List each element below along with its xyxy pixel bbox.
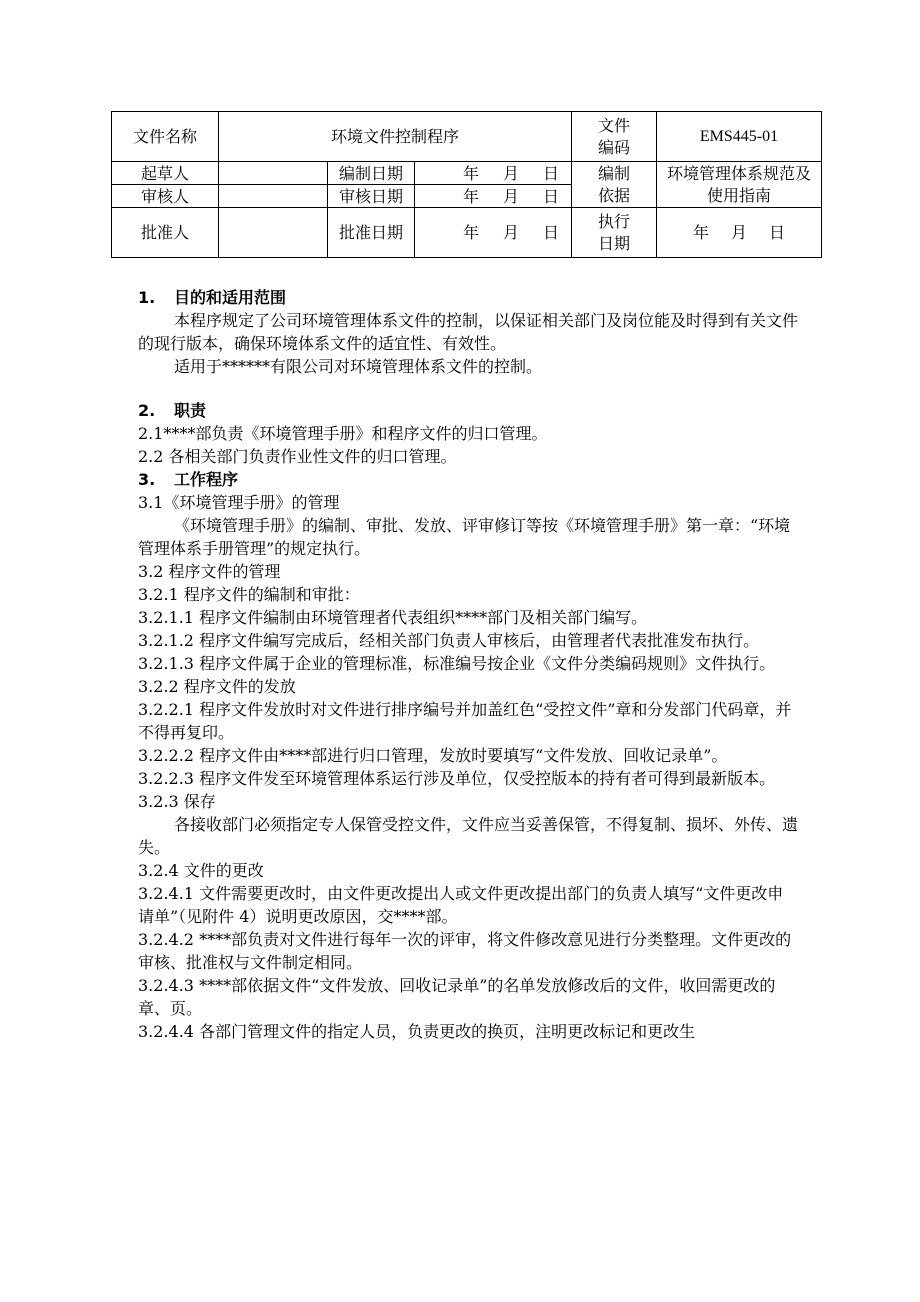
review-date-label: 审核日期 xyxy=(328,185,415,208)
approver-label: 批准人 xyxy=(112,208,219,258)
file-code-label xyxy=(572,112,657,162)
section-1-paragraph-1: 本程序规定了公司环境管理体系文件的控制，以保证相关部门及岗位能及时得到有关文件的现行版本，确保环境体系文件的适宜性、有效性。 xyxy=(138,311,799,353)
basis-value xyxy=(657,162,822,208)
exec-month: 月 xyxy=(731,223,748,242)
item-3-1: 3.1《环境管理手册》的管理 xyxy=(138,493,340,512)
section-2-number: 2. xyxy=(138,401,156,420)
approve-day: 日 xyxy=(543,223,560,242)
item-3-2-2: 3.2.2 程序文件的发放 xyxy=(138,677,296,696)
basis-label-text: 编制依据 xyxy=(598,163,631,205)
item-3-2-1-3: 3.2.1.3 程序文件属于企业的管理标准，标准编号按企业《文件分类编码规则》文件执行。 xyxy=(138,654,776,673)
item-2-2: 2.2 各相关部门负责作业性文件的归口管理。 xyxy=(138,447,457,466)
section-2-heading xyxy=(138,399,798,422)
approver-value xyxy=(219,208,328,258)
exec-date-label xyxy=(572,208,657,258)
item-3-2-4-1: 3.2.4.1 文件需要更改时，由文件更改提出人或文件更改提出部门的负责人填写“文件更改申请单”（见附件 4）说明更改原因，交****部。 xyxy=(138,884,784,926)
section-3-title: 工作程序 xyxy=(174,470,239,489)
approve-date-label: 批准日期 xyxy=(328,208,415,258)
document-header-table xyxy=(111,111,822,258)
item-3-2-1-2: 3.2.1.2 程序文件编写完成后，经相关部门负责人审核后，由管理者代表批准发布执行。 xyxy=(138,631,760,650)
compile-day: 日 xyxy=(543,163,560,183)
item-2-1: 2.1****部负责《环境管理手册》和程序文件的归口管理。 xyxy=(138,424,548,443)
basis-label xyxy=(572,162,657,208)
exec-year: 年 xyxy=(693,223,710,242)
item-3-2-3: 3.2.3 保存 xyxy=(138,792,216,811)
item-3-2-1: 3.2.1 程序文件的编制和审批： xyxy=(138,585,360,604)
item-3-2-4-2: 3.2.4.2 ****部负责对文件进行每年一次的评审，将文件修改意见进行分类整理。文件更改的审核、批准权与文件制定相同。 xyxy=(138,930,792,972)
approve-year: 年 xyxy=(462,223,479,242)
item-3-2-2-3: 3.2.2.3 程序文件发至环境管理体系运行涉及单位，仅受控版本的持有者可得到最新版本。 xyxy=(138,769,776,788)
file-code-value: EMS445-01 xyxy=(657,112,822,162)
exec-date-value xyxy=(657,208,822,258)
section-3-number: 3. xyxy=(138,470,156,489)
review-year: 年 xyxy=(462,186,479,206)
compile-year: 年 xyxy=(462,163,479,183)
file-name-label: 文件名称 xyxy=(112,112,219,162)
item-3-2-1-1: 3.2.1.1 程序文件编制由环境管理者代表组织****部门及相关部门编写。 xyxy=(138,608,648,627)
review-date-value xyxy=(415,185,572,208)
compile-date-value xyxy=(415,162,572,185)
compile-date-label: 编制日期 xyxy=(328,162,415,185)
drafter-value xyxy=(219,162,328,185)
reviewer-value xyxy=(219,185,328,208)
exec-day: 日 xyxy=(769,223,786,242)
item-3-1-paragraph: 《环境管理手册》的编制、审批、发放、评审修订等按《环境管理手册》第一章：“环境管理体系手册管理”的规定执行。 xyxy=(138,516,791,558)
section-1-heading xyxy=(138,286,798,309)
section-1-paragraph-2: 适用于******有限公司对环境管理体系文件的控制。 xyxy=(174,357,543,376)
item-3-2-4: 3.2.4 文件的更改 xyxy=(138,861,264,880)
file-code-label-text: 文件编码 xyxy=(598,115,631,157)
drafter-label: 起草人 xyxy=(112,162,219,185)
review-month: 月 xyxy=(503,186,520,206)
item-3-2-2-1: 3.2.2.1 程序文件发放时对文件进行排序编号并加盖红色“受控文件”章和分发部门代码章，并不得再复印。 xyxy=(138,700,792,742)
item-3-2-4-3: 3.2.4.3 ****部依据文件“文件发放、回收记录单”的名单发放修改后的文件，收回需更改的章、页。 xyxy=(138,976,776,1018)
approve-date-value xyxy=(415,208,572,258)
section-2-title: 职责 xyxy=(174,401,207,420)
section-3-heading xyxy=(138,468,798,491)
item-3-2: 3.2 程序文件的管理 xyxy=(138,562,281,581)
compile-month: 月 xyxy=(503,163,520,183)
file-name-value: 环境文件控制程序 xyxy=(219,112,572,162)
basis-value-text: 环境管理体系规范及使用指南 xyxy=(667,163,812,205)
item-3-2-2-2: 3.2.2.2 程序文件由****部进行归口管理，发放时要填写“文件发放、回收记录单”。 xyxy=(138,746,728,765)
approve-month: 月 xyxy=(503,223,520,242)
review-day: 日 xyxy=(543,186,560,206)
section-1-number: 1. xyxy=(138,288,156,307)
reviewer-label: 审核人 xyxy=(112,185,219,208)
exec-date-label-text: 执行日期 xyxy=(598,211,631,253)
item-3-2-3-paragraph: 各接收部门必须指定专人保管受控文件，文件应当妥善保管，不得复制、损坏、外传、遗失。 xyxy=(138,815,799,857)
section-1-title: 目的和适用范围 xyxy=(174,288,287,307)
document-body xyxy=(138,286,798,1043)
item-3-2-4-4: 3.2.4.4 各部门管理文件的指定人员，负责更改的换页，注明更改标记和更改生 xyxy=(138,1022,696,1041)
